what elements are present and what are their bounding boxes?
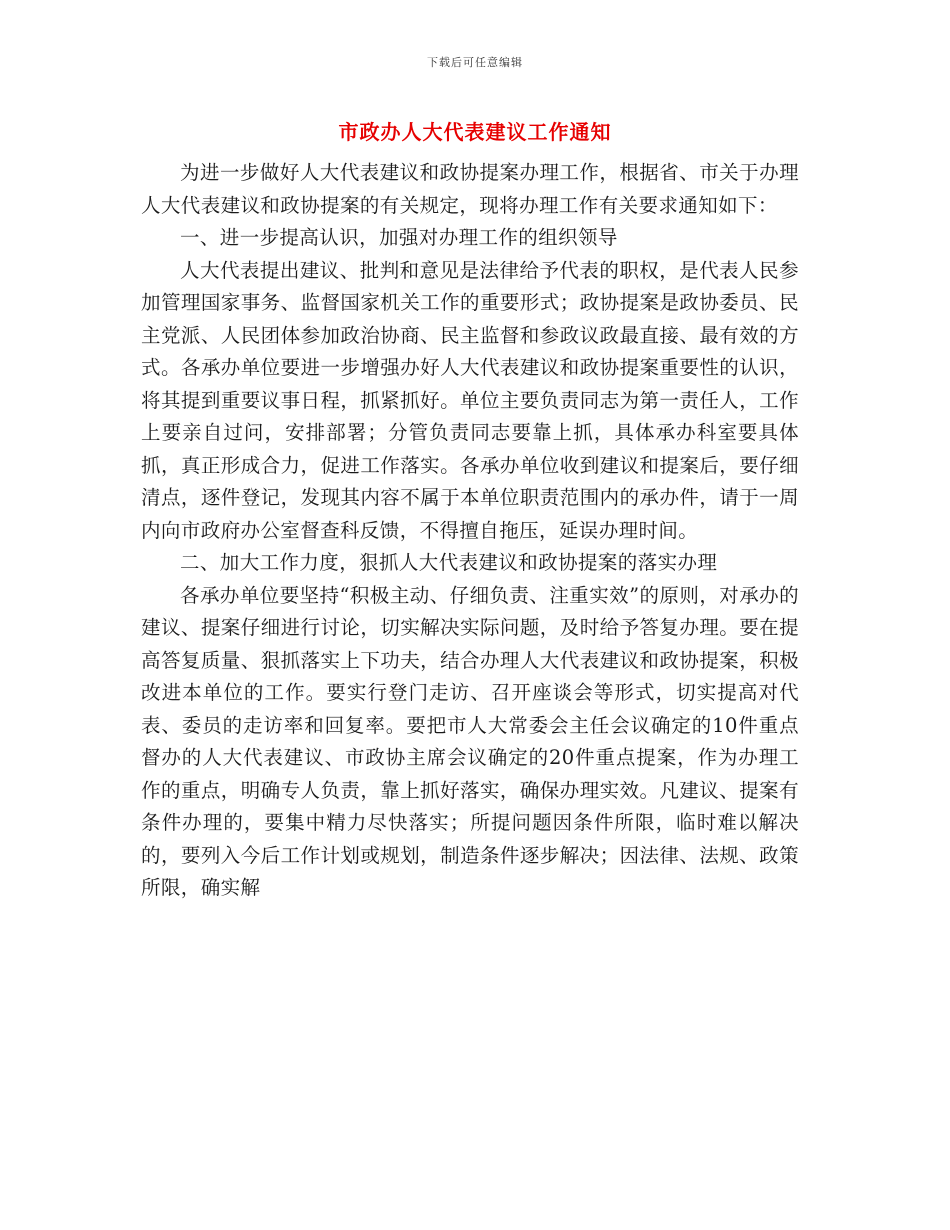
section-heading-1: 一、进一步提高认识，加强对办理工作的组织领导 [180,226,618,249]
section-heading-2: 二、加大工作力度，狠抓人大代表建议和政协提案的落实办理 [180,551,718,574]
paragraph-section-1: 人大代表提出建议、批判和意见是法律给予代表的职权，是代表人民参加管理国家事务、监督国家机关工作的重要形式；政协提案是政协委员、民主党派、人民团体参加政治协商、民主监督和参政议政最直接、最有效的方式。各承办单位要进一步增强办好人大代表建议和政协提案重要性的认识，将其提到重要议事日程，抓紧抓好。单位主要负责同志为第一责任人，工作上要亲自过问，安排部署；分管负责同志要靠上抓，具体承办科室要具体抓，真正形成合力，促进工作落实。各承办单位收到建议和提案后，要仔细清点，逐件登记，发现其内容不属于本单位职责范围内的承办件，请于一周内向市政府办公室督查科反馈，不得擅自拖压，延误办理时间。 [141,258,799,542]
paragraph-intro: 为进一步做好人大代表建议和政协提案办理工作，根据省、市关于办理人大代表建议和政协提案的有关规定，现将办理工作有关要求通知如下： [141,161,799,217]
paragraph-section-2: 各承办单位要坚持“积极主动、仔细负责、注重实效”的原则，对承办的建议、提案仔细进行讨论，切实解决实际问题，及时给予答复办理。要在提高答复质量、狠抓落实上下功夫，结合办理人大代表建议和政协提案，积极改进本单位的工作。要实行登门走访、召开座谈会等形式，切实提高对代表、委员的走访率和回复率。要把市人大常委会主任会议确定的10件重点督办的人大代表建议、市政协主席会议确定的20件重点提案，作为办理工作的重点，明确专人负责，靠上抓好落实，确保办理实效。凡建议、提案有条件办理的，要集中精力尽快落实；所提问题因条件所限，临时难以解决的，要列入今后工作计划或规划，制造条件逐步解决；因法律、法规、政策所限，确实解 [141,583,799,899]
document-body [141,157,799,905]
document-title: 市政办人大代表建议工作通知 [338,120,612,144]
header-note: 下载后可任意编辑 [427,56,523,69]
